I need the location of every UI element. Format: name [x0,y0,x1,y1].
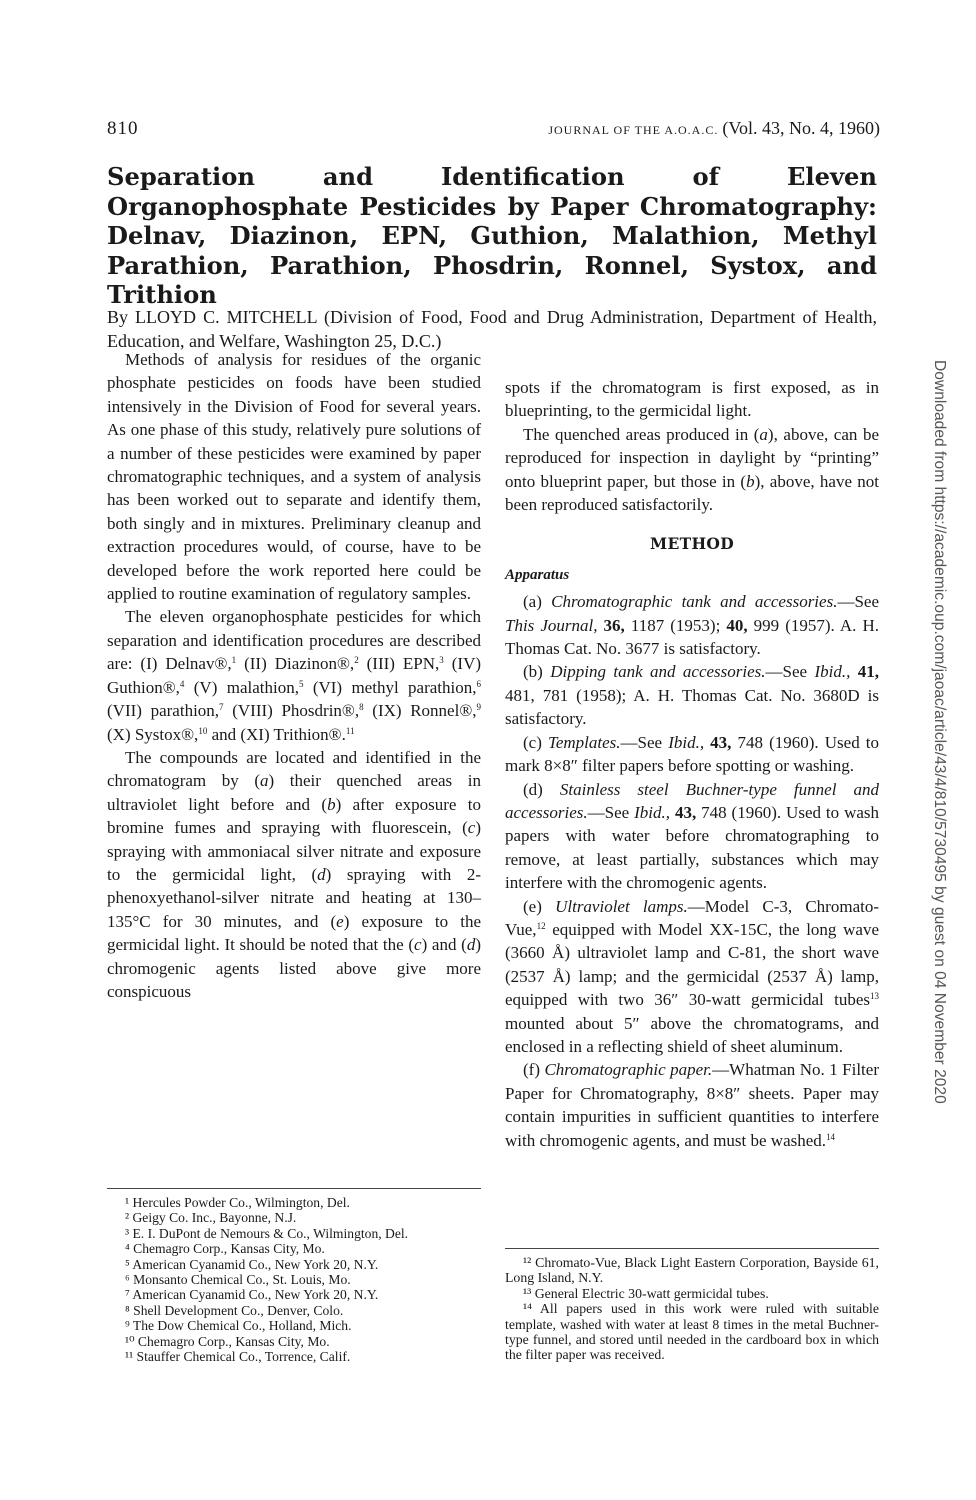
apparatus-item-a: (a) Chromatographic tank and accessories.—See This Journal, 36, 1187 (1953); 40, 999 (1957). A. H. Thomas Cat. No. 3677 is satisfactory. [505,592,879,659]
author-byline: By LLOYD C. MITCHELL (Division of Food, Food and Drug Administration, Department of Health, Education, and Welfare, Washington 25, D.C.) [107,307,877,351]
journal-name: JOURNAL OF THE A.O.A.C. [548,123,719,137]
footnote: ¹³ General Electric 30-watt germicidal tubes. [523,1285,769,1301]
footnote: ⁶ Monsanto Chemical Co., St. Louis, Mo. [125,1272,351,1288]
apparatus-item-b: (b) Dipping tank and accessories.—See Ibid., 41, 481, 781 (1958); A. H. Thomas Cat. No. 3680D is satisfactory. [505,662,880,729]
blueprint-paragraph: The quenched areas produced in (a), above, can be reproduced for inspection in daylight by “printing” onto blueprint paper, but those in (b), above, have not been reproduced satisfactorily. [505,424,879,515]
footnote-ref[interactable]: 13 [870,991,879,1002]
article-title: Separation and Identification of Eleven Organophosphate Pesticides by Paper Chromatography: Delnav, Diazinon, EPN, Guthion, Malathion, Methyl Parathion, Parathion, Phosdrin, Ronnel, Systox, and Trithion [107,162,877,309]
apparatus-item-e: (e) Ultraviolet lamps.—Model C-3, Chromato-Vue,$^{12}$ equipped with Model XX-15C, the long wave (3660 Å) ultraviolet lamp and C-81, the short wave (2537 Å) lamp; and the germicidal (2537 Å) lamp, equipped with two 36″ 30-watt germicidal tubes$^{13}$ mounted about 5″ above the chromatograms, and enclosed in a reflecting shield of sheet aluminum. [505,896,879,1056]
footnote: ³ E. I. DuPont de Nemours & Co., Wilmington, Del. [125,1225,409,1241]
footnote: ⁴ Chemagro Corp., Kansas City, Mo. [125,1241,325,1257]
footnote: ⁸ Shell Development Co., Denver, Colo. [125,1302,344,1318]
footnote-ref[interactable]: 2 [354,655,359,666]
method-heading: METHOD [650,534,734,554]
footnote: ⁹ The Dow Chemical Co., Holland, Mich. [125,1318,352,1334]
left-footnotes [107,1188,481,1364]
page-number: 810 [107,118,139,139]
footnote-ref[interactable]: 8 [359,702,364,713]
apparatus-heading: Apparatus [505,566,570,583]
footnote-ref[interactable]: 4 [179,678,185,689]
continuation-paragraph: spots if the chromatogram is first exposed, as in blueprinting, to the germicidal light. [505,378,879,421]
footnote-ref[interactable]: 7 [219,702,224,713]
right-column [505,376,879,1152]
footnote-ref[interactable]: 9 [476,702,481,713]
footnote-ref[interactable]: 10 [198,725,208,736]
footnote: ¹⁰ Chemagro Corp., Kansas City, Mo. [125,1333,330,1349]
footnote-ref[interactable]: 3 [439,655,444,666]
footnote: ² Geigy Co. Inc., Bayonne, N.J. [125,1210,297,1226]
footnote-ref[interactable]: 1 [231,655,237,666]
footnote: ¹ Hercules Powder Co., Wilmington, Del. [125,1195,350,1210]
footnote: ¹⁴ All papers used in this work were ruled with suitable template, washed with water at least 8 times in the metal Buchner-type funnel, and stored until needed in the cardboard box in which the filter paper was received. [505,1301,879,1363]
footnote: ¹¹ Stauffer Chemical Co., Torrence, Calif. [125,1349,351,1365]
footnote: ¹² Chromato-Vue, Black Light Eastern Corporation, Bayside 61, Long Island, N.Y. [505,1255,879,1286]
footnote-ref[interactable]: 12 [536,920,546,931]
footnote-ref[interactable]: 6 [476,678,481,689]
pesticide-list-paragraph: The eleven organophosphate pesticides for which separation and identification procedures are described are: (I) Delnav®,$^1$ (II) Diazinon®,$^2$ (III) EPN,$^3$ (IV) Guthion®,$^4$ (V) malathion,$^5$ (VI) methyl parathion,$^6$ (VII) parathion,$^7$ (VIII) Phosdrin®,$^8$ (IX) Ronnel®,$^9$ (X) Systox®,$^{10}$ and (XI) Trithion®.$^{11}$ [107,607,482,744]
footnote: ⁷ American Cyanamid Co., New York 20, N.Y. [125,1287,379,1303]
left-column [107,348,481,1003]
apparatus-item-c: (c) Templates.—See Ibid., 43, 748 (1960). Used to mark 8×8″ filter papers before spotting or washing. [505,732,880,776]
download-notice-text: Downloaded from https://academic.oup.com/jaoac/article/43/4/810/5730495 by guest on 04 November 2020 [931,360,948,1104]
running-head [107,118,880,142]
footnote-ref[interactable]: 5 [298,678,304,689]
intro-paragraph: Methods of analysis for residues of the organic phosphate pesticides on foods have been studied intensively in the Division of Food for several years. As one phase of this study, relatively pure solutions of a number of these pesticides were examined by paper chromatographic techniques, and a system of analysis has been worked out to separate and identify them, both singly and in mixtures. Preliminary cleanup and extraction procedures would, of course, have to be developed before the work reported here could be applied to routine examination of regulatory samples. [107,350,481,604]
apparatus-item-d: (d) Stainless steel Buchner-type funnel and accessories.—See Ibid., 43, 748 (1960). Used to wash papers with water before chromatographing to remove, at least partially, substances which may interfere with the chromogenic agents. [505,779,880,893]
journal-volume: (Vol. 43, No. 4, 1960) [722,118,880,138]
right-footnotes [505,1248,879,1363]
footnote-ref[interactable]: 11 [345,725,355,736]
detection-paragraph: The compounds are located and identified in the chromatogram by (a) their quenched areas in ultraviolet light before and (b) after exposure to bromine fumes and spraying with fluorescein, (c) spraying with ammoniacal silver nitrate and exposure to the germicidal light, (d) spraying with 2-phenoxyethanol-silver nitrate and heating at 130–135°C for 30 minutes, and (e) exposure to the germicidal light. It should be noted that the (c) and (d) chromogenic agents listed above give more conspicuous [107,747,482,1001]
footnote: ⁵ American Cyanamid Co., New York 20, N.Y. [125,1256,379,1272]
footnote-ref[interactable]: 14 [826,1131,836,1142]
apparatus-item-f: (f) Chromatographic paper.—Whatman No. 1 Filter Paper for Chromatography, 8×8″ sheets. Paper may contain impurities in sufficient quantities to interfere with chromogenic agents, and must be washed.$^{14}$ [505,1060,879,1150]
journal-reference [548,118,880,139]
